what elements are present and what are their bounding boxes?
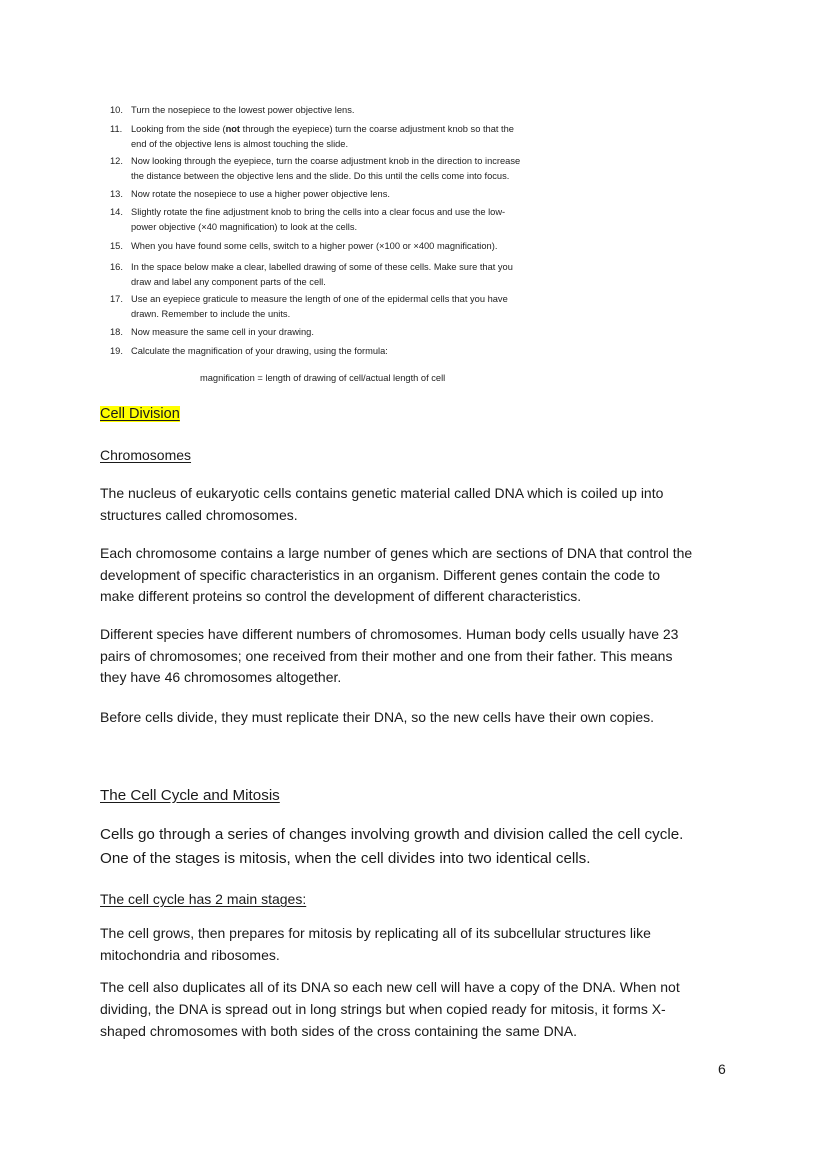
step-text-line: [131, 171, 509, 181]
paragraph-line: make different proteins so control the development of different characteristics.: [100, 588, 582, 604]
text-run: Turn the nosepiece to the lowest power objective lens.: [131, 105, 355, 115]
step-number: 15.: [110, 241, 123, 251]
paragraph-line: dividing, the DNA is spread out in long strings but when copied ready for mitosis, it forms X-: [100, 1001, 666, 1017]
text-run: Slightly rotate the fine adjustment knob to bring the cells into a clear focus and use the low-: [131, 207, 506, 217]
step-number: 17.: [110, 294, 123, 304]
paragraph-line: Different species have different numbers of chromosomes. Human body cells usually have 23: [100, 626, 679, 642]
step-text-line: [131, 124, 514, 134]
paragraph-line: development of specific characteristics in an organism. Different genes contain the code to: [100, 566, 661, 583]
text-run: Now rotate the nosepiece to use a higher power objective lens.: [131, 189, 390, 199]
step-text-line: [131, 309, 290, 319]
text-run: the distance between the objective lens and the slide. Do this until the cells come into focus.: [131, 171, 510, 181]
step-text-line: [131, 222, 357, 232]
section-heading-cell-division: [100, 406, 180, 422]
text-run: Looking from the side (: [131, 124, 226, 134]
step-number: 12.: [110, 156, 123, 166]
text-run: drawn. Remember to include the units.: [131, 309, 291, 319]
heading-text: The cell cycle has 2 main stages:: [100, 891, 307, 907]
step-text-line: [131, 294, 508, 304]
text-run: Now measure the same cell in your drawing.: [131, 327, 314, 337]
paragraph-line: structures called chromosomes.: [100, 506, 298, 523]
paragraph-line: mitochondria and ribosomes.: [100, 947, 280, 963]
step-number: 19.: [110, 346, 123, 356]
step-text-line: [131, 105, 354, 115]
step-number: 11.: [110, 124, 123, 134]
subheading-chromosomes: [100, 447, 191, 463]
text-run: Use an eyepiece graticule to measure the length of one of the epidermal cells that you have: [131, 294, 508, 304]
paragraph-line: Cells go through a series of changes involving growth and division called the cell cycle.: [100, 826, 684, 843]
text-run: through the eyepiece) turn the coarse adjustment knob so that the: [240, 124, 514, 134]
text-run: draw and label any component parts of the cell.: [131, 277, 326, 287]
heading-text: The Cell Cycle and Mitosis: [100, 787, 280, 804]
paragraph-line: shaped chromosomes with both sides of the cross containing the same DNA.: [100, 1023, 578, 1039]
step-number: 16.: [110, 262, 123, 272]
text-run: Calculate the magnification of your drawing, using the formula:: [131, 346, 388, 356]
section-heading-cell-cycle: [100, 787, 280, 804]
heading-text: Cell Division: [100, 406, 180, 422]
text-run: power objective (×40 magnification) to look at the cells.: [131, 222, 358, 232]
paragraph-line: One of the stages is mitosis, when the cell divides into two identical cells.: [100, 850, 591, 867]
subheading-stages: [100, 891, 306, 907]
step-number: 14.: [110, 207, 123, 217]
step-text-line: [131, 327, 314, 337]
paragraph-line: The cell grows, then prepares for mitosis by replicating all of its subcellular structures like: [100, 925, 651, 941]
page-number: 6: [718, 1061, 726, 1077]
text-run: In the space below make a clear, labelled drawing of some of these cells. Make sure that you: [131, 262, 513, 272]
step-number: 10.: [110, 105, 123, 115]
paragraph-line: pairs of chromosomes; one received from their mother and one from their father. This means: [100, 647, 673, 664]
step-text-line: [131, 241, 497, 251]
step-text-line: [131, 207, 505, 217]
text-run: end of the objective lens is almost touching the slide.: [131, 139, 349, 149]
step-number: 18.: [110, 327, 123, 337]
emphasis: not: [225, 124, 241, 134]
paragraph-line: Before cells divide, they must replicate their DNA, so the new cells have their own copies.: [100, 709, 655, 725]
heading-text: Chromosomes: [100, 447, 192, 463]
step-text-line: [131, 277, 326, 287]
step-text-line: [131, 156, 520, 166]
step-text-line: [131, 262, 513, 272]
step-text-line: [131, 346, 388, 356]
step-text-line: [131, 139, 348, 149]
magnification-formula: magnification = length of drawing of cell/actual length of cell: [200, 373, 446, 383]
paragraph-line: The cell also duplicates all of its DNA so each new cell will have a copy of the DNA. When not: [100, 979, 680, 995]
step-text-line: [131, 189, 390, 199]
text-run: Now looking through the eyepiece, turn the coarse adjustment knob in the direction to increase: [131, 156, 521, 166]
paragraph-line: Each chromosome contains a large number of genes which are sections of DNA that control the: [100, 545, 693, 561]
paragraph-line: they have 46 chromosomes altogether.: [100, 669, 342, 685]
text-run: When you have found some cells, switch to a higher power (×100 or ×400 magnification).: [131, 241, 498, 251]
paragraph-line: The nucleus of eukaryotic cells contains genetic material called DNA which is coiled up into: [100, 485, 664, 501]
step-number: 13.: [110, 189, 123, 199]
